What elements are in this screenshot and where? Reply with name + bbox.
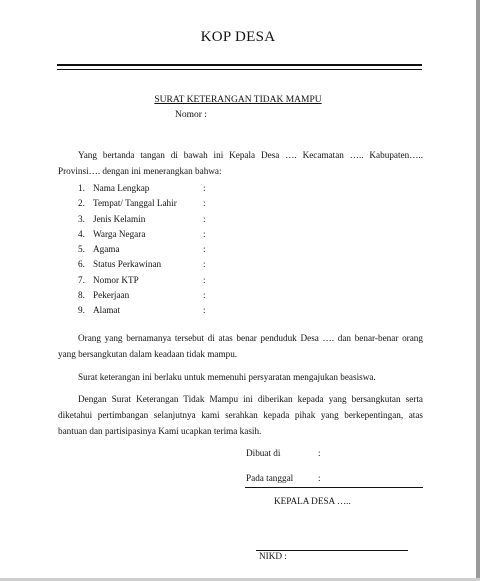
statement-paragraph: Orang yang bernamanya tersebut di atas benar penduduk Desa …. dan benar-benar orang yang bersangkutan dalam keadaan tidak mampu. xyxy=(58,333,423,359)
letter-number: Nomor : xyxy=(175,110,207,120)
field-colon: : xyxy=(203,198,206,209)
field-label: Tempat/ Tanggal Lahir xyxy=(93,198,177,209)
field-label: Alamat xyxy=(93,305,121,316)
field-label: Nama Lengkap xyxy=(93,183,150,193)
field-number: 3. xyxy=(78,213,85,224)
date-signature-rule xyxy=(245,487,423,488)
field-label: Warga Negara xyxy=(93,228,146,239)
field-number: 7. xyxy=(78,274,85,285)
issued-place-colon: : xyxy=(318,448,321,458)
field-label: Pekerjaan xyxy=(93,290,130,301)
letterhead-rule-thick xyxy=(57,64,422,66)
issued-date-label: Pada tanggal xyxy=(246,473,294,483)
issued-date-colon: : xyxy=(318,473,321,483)
page-right-border xyxy=(476,0,480,581)
field-number: 5. xyxy=(78,244,85,255)
village-head-title: KEPALA DESA ….. xyxy=(274,496,351,506)
field-number: 4. xyxy=(78,228,85,239)
field-label: Nomor KTP xyxy=(93,274,139,285)
field-colon: : xyxy=(203,213,206,224)
field-colon: : xyxy=(203,183,206,193)
intro-paragraph: Yang bertanda tangan di bawah ini Kepala Desa …. Kecamatan ….. Kabupaten….. Provinsi…. dengan ini menerangkan bahwa: xyxy=(58,150,423,176)
purpose-paragraph: Surat keterangan ini berlaku untuk memenuhi persyaratan mengajukan beasiswa. xyxy=(78,372,376,382)
letterhead-title: KOP DESA xyxy=(200,29,276,45)
issued-place-label: Dibuat di xyxy=(246,448,281,458)
field-label: Jenis Kelamin xyxy=(93,213,146,224)
closing-paragraph: Dengan Surat Keterangan Tidak Mampu ini diberikan kepada yang bersangkutan serta diketahui pertimbangan selanjutnya kami serahkan kepada pihak yang berkepentingan, atas bantuan dan partisipasinya Kami ucapkan terima kasih. xyxy=(58,394,423,436)
field-number: 2. xyxy=(78,198,85,209)
field-number: 8. xyxy=(78,290,85,301)
field-colon: : xyxy=(203,274,206,285)
field-colon: : xyxy=(203,305,206,316)
field-colon: : xyxy=(203,244,206,255)
field-number: 6. xyxy=(78,259,85,270)
nikd-label: NIKD : xyxy=(259,551,287,561)
field-label: Agama xyxy=(93,244,120,255)
field-number: 9. xyxy=(78,305,85,316)
letterhead-rule-thin xyxy=(57,69,422,70)
field-colon: : xyxy=(203,228,206,239)
field-colon: : xyxy=(203,290,206,301)
field-colon: : xyxy=(203,259,206,270)
field-label: Status Perkawinan xyxy=(93,259,162,270)
letter-title: SURAT KETERANGAN TIDAK MAMPU xyxy=(154,95,322,105)
field-number: 1. xyxy=(78,183,85,193)
